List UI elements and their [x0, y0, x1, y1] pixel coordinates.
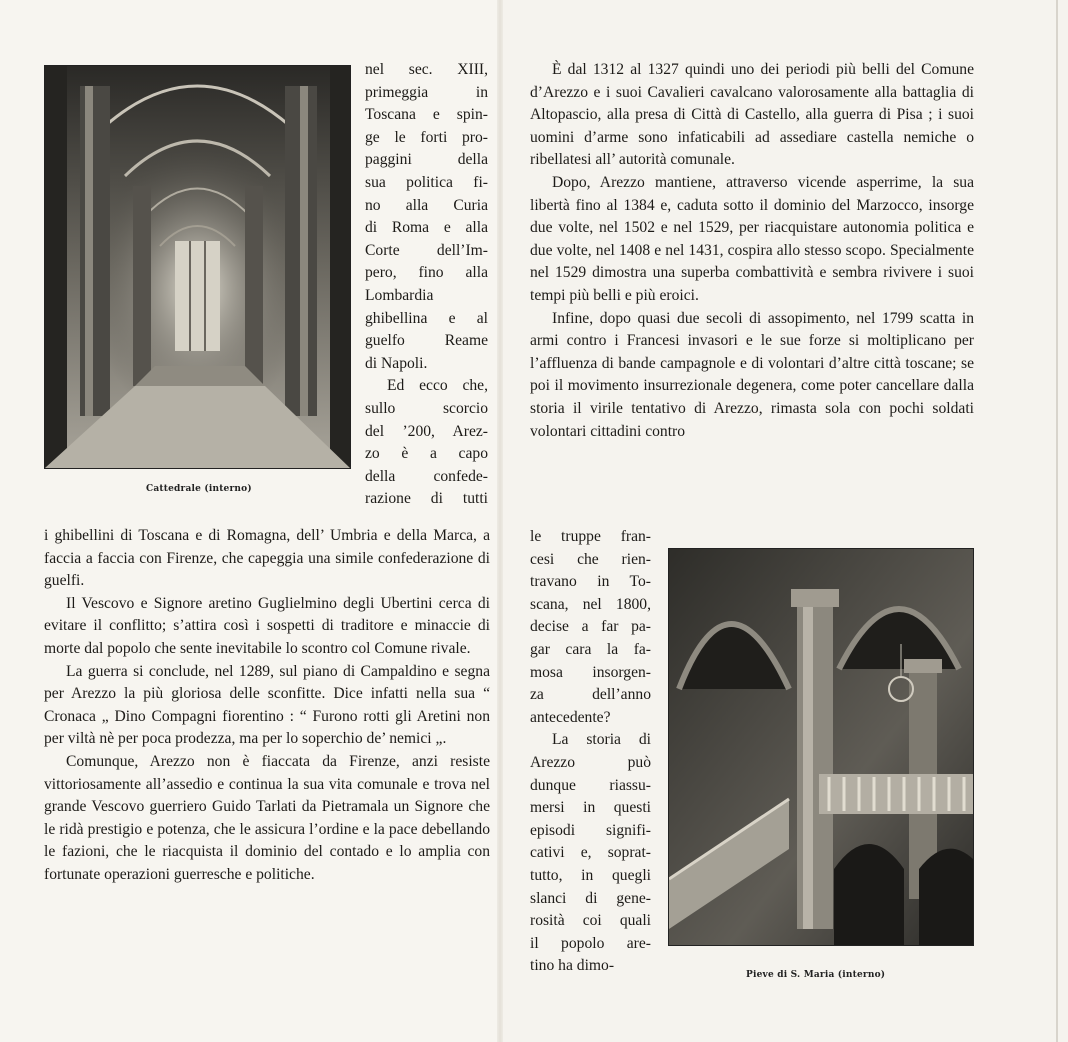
- text-line: slanci di gene-: [530, 889, 651, 907]
- right-main-text: [530, 59, 974, 443]
- text-line: sua politica fi-: [365, 173, 488, 191]
- left-narrow-column: [365, 59, 488, 511]
- text-line: ghibellina e al: [365, 309, 488, 327]
- paragraph: Comunque, Arezzo non è fiaccata da Firenze, anzi resiste vittoriosamente all’assedio e continua la sua vita comunale e trova nel grande Vescovo guerriero Guido Tarlati da Pietramala un Signore che le ridà prestigio e potenza, che le assicura l’ordine e la pace debellando le fazioni, che le riacquista il dominio del contado e lo amplia con fortunate operazioni guerresche e politiche.: [44, 752, 490, 883]
- text-line: Corte dell’Im-: [365, 241, 488, 259]
- page-gutter: [497, 0, 503, 1042]
- text-line: decise a far pa-: [530, 618, 651, 636]
- text-line: Ed ecco che,: [387, 377, 488, 395]
- text-line: le truppe fran-: [530, 528, 651, 545]
- text-line: episodi signifi-: [530, 821, 651, 839]
- text-line: no alla Curia: [365, 196, 488, 214]
- text-line: dunque riassu-: [530, 776, 651, 794]
- text-line: primeggia in: [365, 83, 488, 101]
- text-line: cesi che rien-: [530, 550, 651, 568]
- text-line: antecedente?: [530, 708, 611, 726]
- text-line: ge le forti pro-: [365, 128, 488, 146]
- cathedral-caption: Cattedrale (interno): [146, 484, 252, 494]
- cathedral-interior-photo: [44, 65, 351, 469]
- text-line: za dell’anno: [530, 686, 651, 704]
- paragraph: Il Vescovo e Signore aretino Guglielmino degli Ubertini cerca di evitare il conflitto; s’attira così i sospetti di traditore e minaccie di morte dal popolo che sente inevitabile lo scontro col Comune rivale.: [44, 594, 490, 657]
- text-line: rosità coi quali: [530, 912, 651, 930]
- text-line: guelfo Reame: [365, 332, 488, 350]
- left-main-text: [44, 525, 490, 887]
- text-line: cativi e, soprat-: [530, 844, 651, 862]
- paragraph: La guerra si conclude, nel 1289, sul piano di Campaldino e segna per Arezzo la più gloriosa delle sconfitte. Dice infatti nella sua “ Cronaca „ Dino Compagni fiorentino : “ Furono rotti gli Aretini non per viltà nè per poca prodezza, ma per lo soperchio de’ nemici „.: [44, 662, 490, 748]
- paragraph: i ghibellini di Toscana e di Romagna, dell’ Umbria e della Marca, a faccia a faccia con Firenze, che capeggia una simile confederazione di guelfi.: [44, 527, 490, 590]
- text-line: zo è a capo: [365, 445, 488, 463]
- text-line: mosa insorgen-: [530, 663, 651, 681]
- text-line: tino ha dimo-: [530, 957, 615, 975]
- text-line: razione di tutti: [365, 490, 488, 508]
- text-line: scana, nel 1800,: [530, 595, 651, 613]
- text-line: tutto, in quegli: [530, 866, 651, 884]
- paragraph: Infine, dopo quasi due secoli di assopimento, nel 1799 scatta in armi contro i Francesi invasori e le sue forze si moltiplicano per l’affluenza di bande campagnole e di volontari d’altre città toscane; se poi il movimento insurrezionale degenera, come poter cancellare dalla storia il virile tentativo di Arezzo, rimasta sola con pochi soldati volontari cittadini contro: [530, 309, 974, 440]
- text-line: mersi in questi: [530, 799, 651, 817]
- pieve-caption: Pieve di S. Maria (interno): [746, 970, 886, 980]
- text-line: del ’200, Arez-: [365, 422, 488, 440]
- text-line: sullo scorcio: [365, 399, 488, 417]
- text-line: La storia di: [552, 731, 651, 749]
- text-line: gar cara la fa-: [530, 640, 651, 658]
- pieve-interior-photo: [668, 548, 974, 946]
- page-edge: [1056, 0, 1058, 1042]
- text-line: Toscana e spin-: [365, 106, 488, 124]
- text-line: Arezzo può: [530, 753, 651, 771]
- text-line: nel sec. XIII,: [365, 61, 488, 78]
- text-line: pero, fino alla: [365, 264, 488, 282]
- text-line: travano in To-: [530, 573, 651, 591]
- text-line: paggini della: [365, 151, 488, 169]
- paragraph: È dal 1312 al 1327 quindi uno dei periodi più belli del Comune d’Arezzo e i suoi Cavalieri cavalcano valorosamente alla battaglia di Altopascio, alla presa di Città di Castello, alla guerra di Pisa ; i suoi uomini d’arme sono infaticabili ad assediare castella nemiche o ribellatesi all’ autorità comunale.: [530, 61, 974, 169]
- text-line: Lombardia: [365, 286, 434, 304]
- paragraph: Dopo, Arezzo mantiene, attraverso vicende asperrime, la sua libertà fino al 1384 e, caduta sotto il dominio del Marzocco, insorge due volte, nel 1502 e nel 1529, per riacquistare autonomia politica e due volte, nel 1408 e nel 1431, cospira allo stesso scopo. Specialmente nel 1529 dimostra una superba combattività e sembra rivivere i suoi tempi più belli e più eroici.: [530, 173, 974, 304]
- text-line: il popolo are-: [530, 934, 651, 952]
- right-narrow-column: [530, 526, 651, 978]
- text-line: della confede-: [365, 467, 488, 485]
- text-line: di Napoli.: [365, 354, 428, 372]
- text-line: di Roma e alla: [365, 219, 488, 237]
